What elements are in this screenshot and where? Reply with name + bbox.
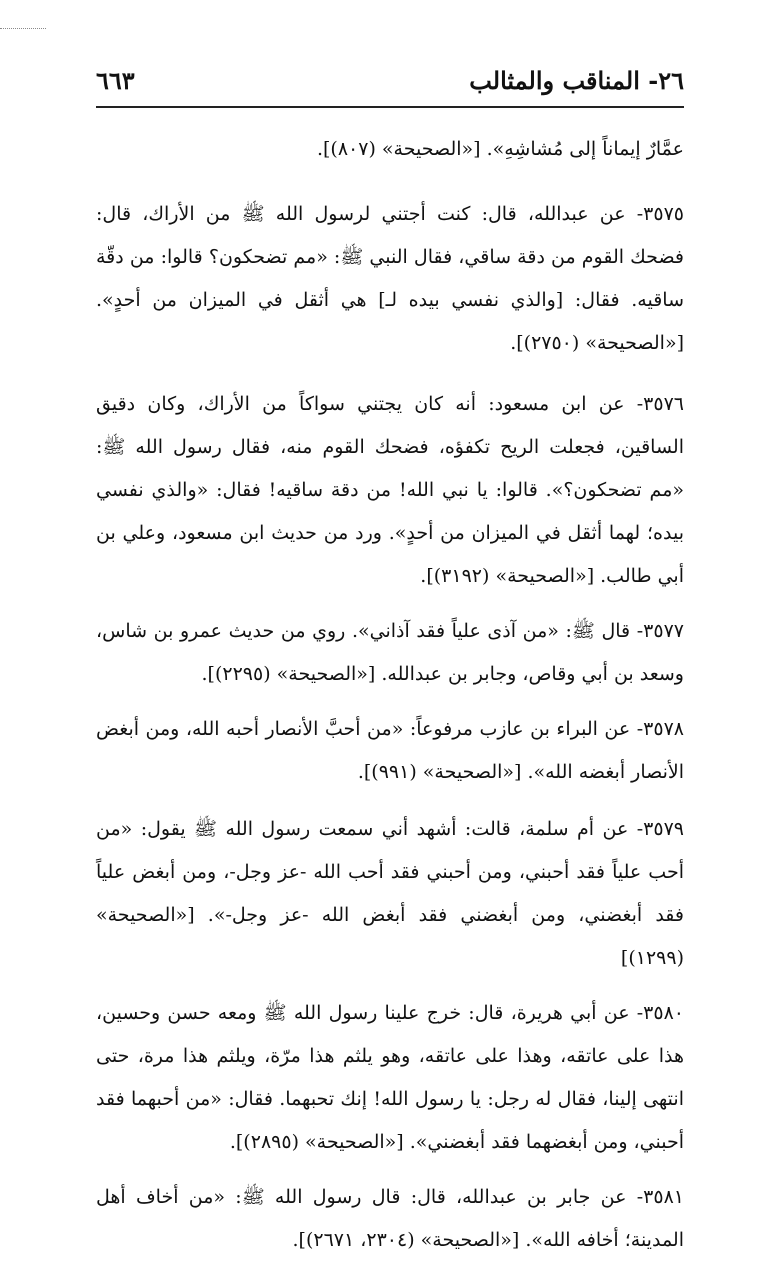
hadith-3579: ٣٥٧٩- عن أم سلمة، قالت: أشهد أني سمعت رسول الله ﷺ يقول: «من أحب علياً فقد أحبني، ومن أحبني فقد أحب الله -عز وجل-، ومن أبغض علياً فقد أبغضني، ومن أبغضني فقد أبغض الله -عز وجل-». [«الصحيحة» (١٢٩٩)] [96, 818, 684, 969]
chapter-title: ٢٦- المناقب والمثالب [469, 66, 684, 95]
hadith-3575: ٣٥٧٥- عن عبدالله، قال: كنت أجتني لرسول الله ﷺ من الأراك، قال: فضحك القوم من دقة ساقي، فقال النبي ﷺ: «مم تضحكون؟ قالوا: من دقّة ساقيه. فقال: [والذي نفسي بيده لـ] هي أثقل في الميزان من أحدٍ». [«الصحيحة» (٢٧٥٠)]. [96, 203, 684, 354]
page-header [96, 60, 684, 108]
page-number: ٦٦٣ [96, 66, 135, 95]
hadith-3578: ٣٥٧٨- عن البراء بن عازب مرفوعاً: «من أحبَّ الأنصار أحبه الله، ومن أبغض الأنصار أبغضه الله». [«الصحيحة» (٩٩١)]. [96, 718, 684, 783]
hadith-3581: ٣٥٨١- عن جابر بن عبدالله، قال: قال رسول الله ﷺ: «من أخاف أهل المدينة؛ أخافه الله». [«الصحيحة» (٢٣٠٤، ٢٦٧١)]. [96, 1186, 684, 1251]
page-content [96, 128, 684, 1262]
hadith-3576: ٣٥٧٦- عن ابن مسعود: أنه كان يجتني سواكاً من الأراك، وكان دقيق الساقين، فجعلت الريح تكفؤه، فضحك القوم منه، فقال رسول الله ﷺ: «مم تضحكون؟». قالوا: يا نبي الله! من دقة ساقيه! فقال: «والذي نفسي بيده؛ لهما أثقل في الميزان من أحدٍ». ورد من حديث ابن مسعود، وعلي بن أبي طالب. [«الصحيحة» (٣١٩٢)]. [96, 393, 684, 587]
hadith-3577: ٣٥٧٧- قال ﷺ: «من آذى علياً فقد آذاني». روي من حديث عمرو بن شاس، وسعد بن أبي وقاص، وجابر بن عبدالله. [«الصحيحة» (٢٢٩٥)]. [96, 620, 684, 685]
paragraph: عمَّارٌ إيماناً إلى مُشاشِهِ». [«الصحيحة» (٨٠٧)]. [316, 138, 684, 160]
hadith-3580: ٣٥٨٠- عن أبي هريرة، قال: خرج علينا رسول الله ﷺ ومعه حسن وحسين، هذا على عاتقه، وهذا على عاتقه، وهو يلثم هذا مرّة، ويلثم هذا مرة، حتى انتهى إلينا، فقال له رجل: يا رسول الله! إنك تحبهما. فقال: «من أحبهما فقد أحبني، ومن أبغضهما فقد أبغضني». [«الصحيحة» (٢٨٩٥)]. [96, 1002, 684, 1153]
scan-dotted-mark [0, 28, 46, 29]
